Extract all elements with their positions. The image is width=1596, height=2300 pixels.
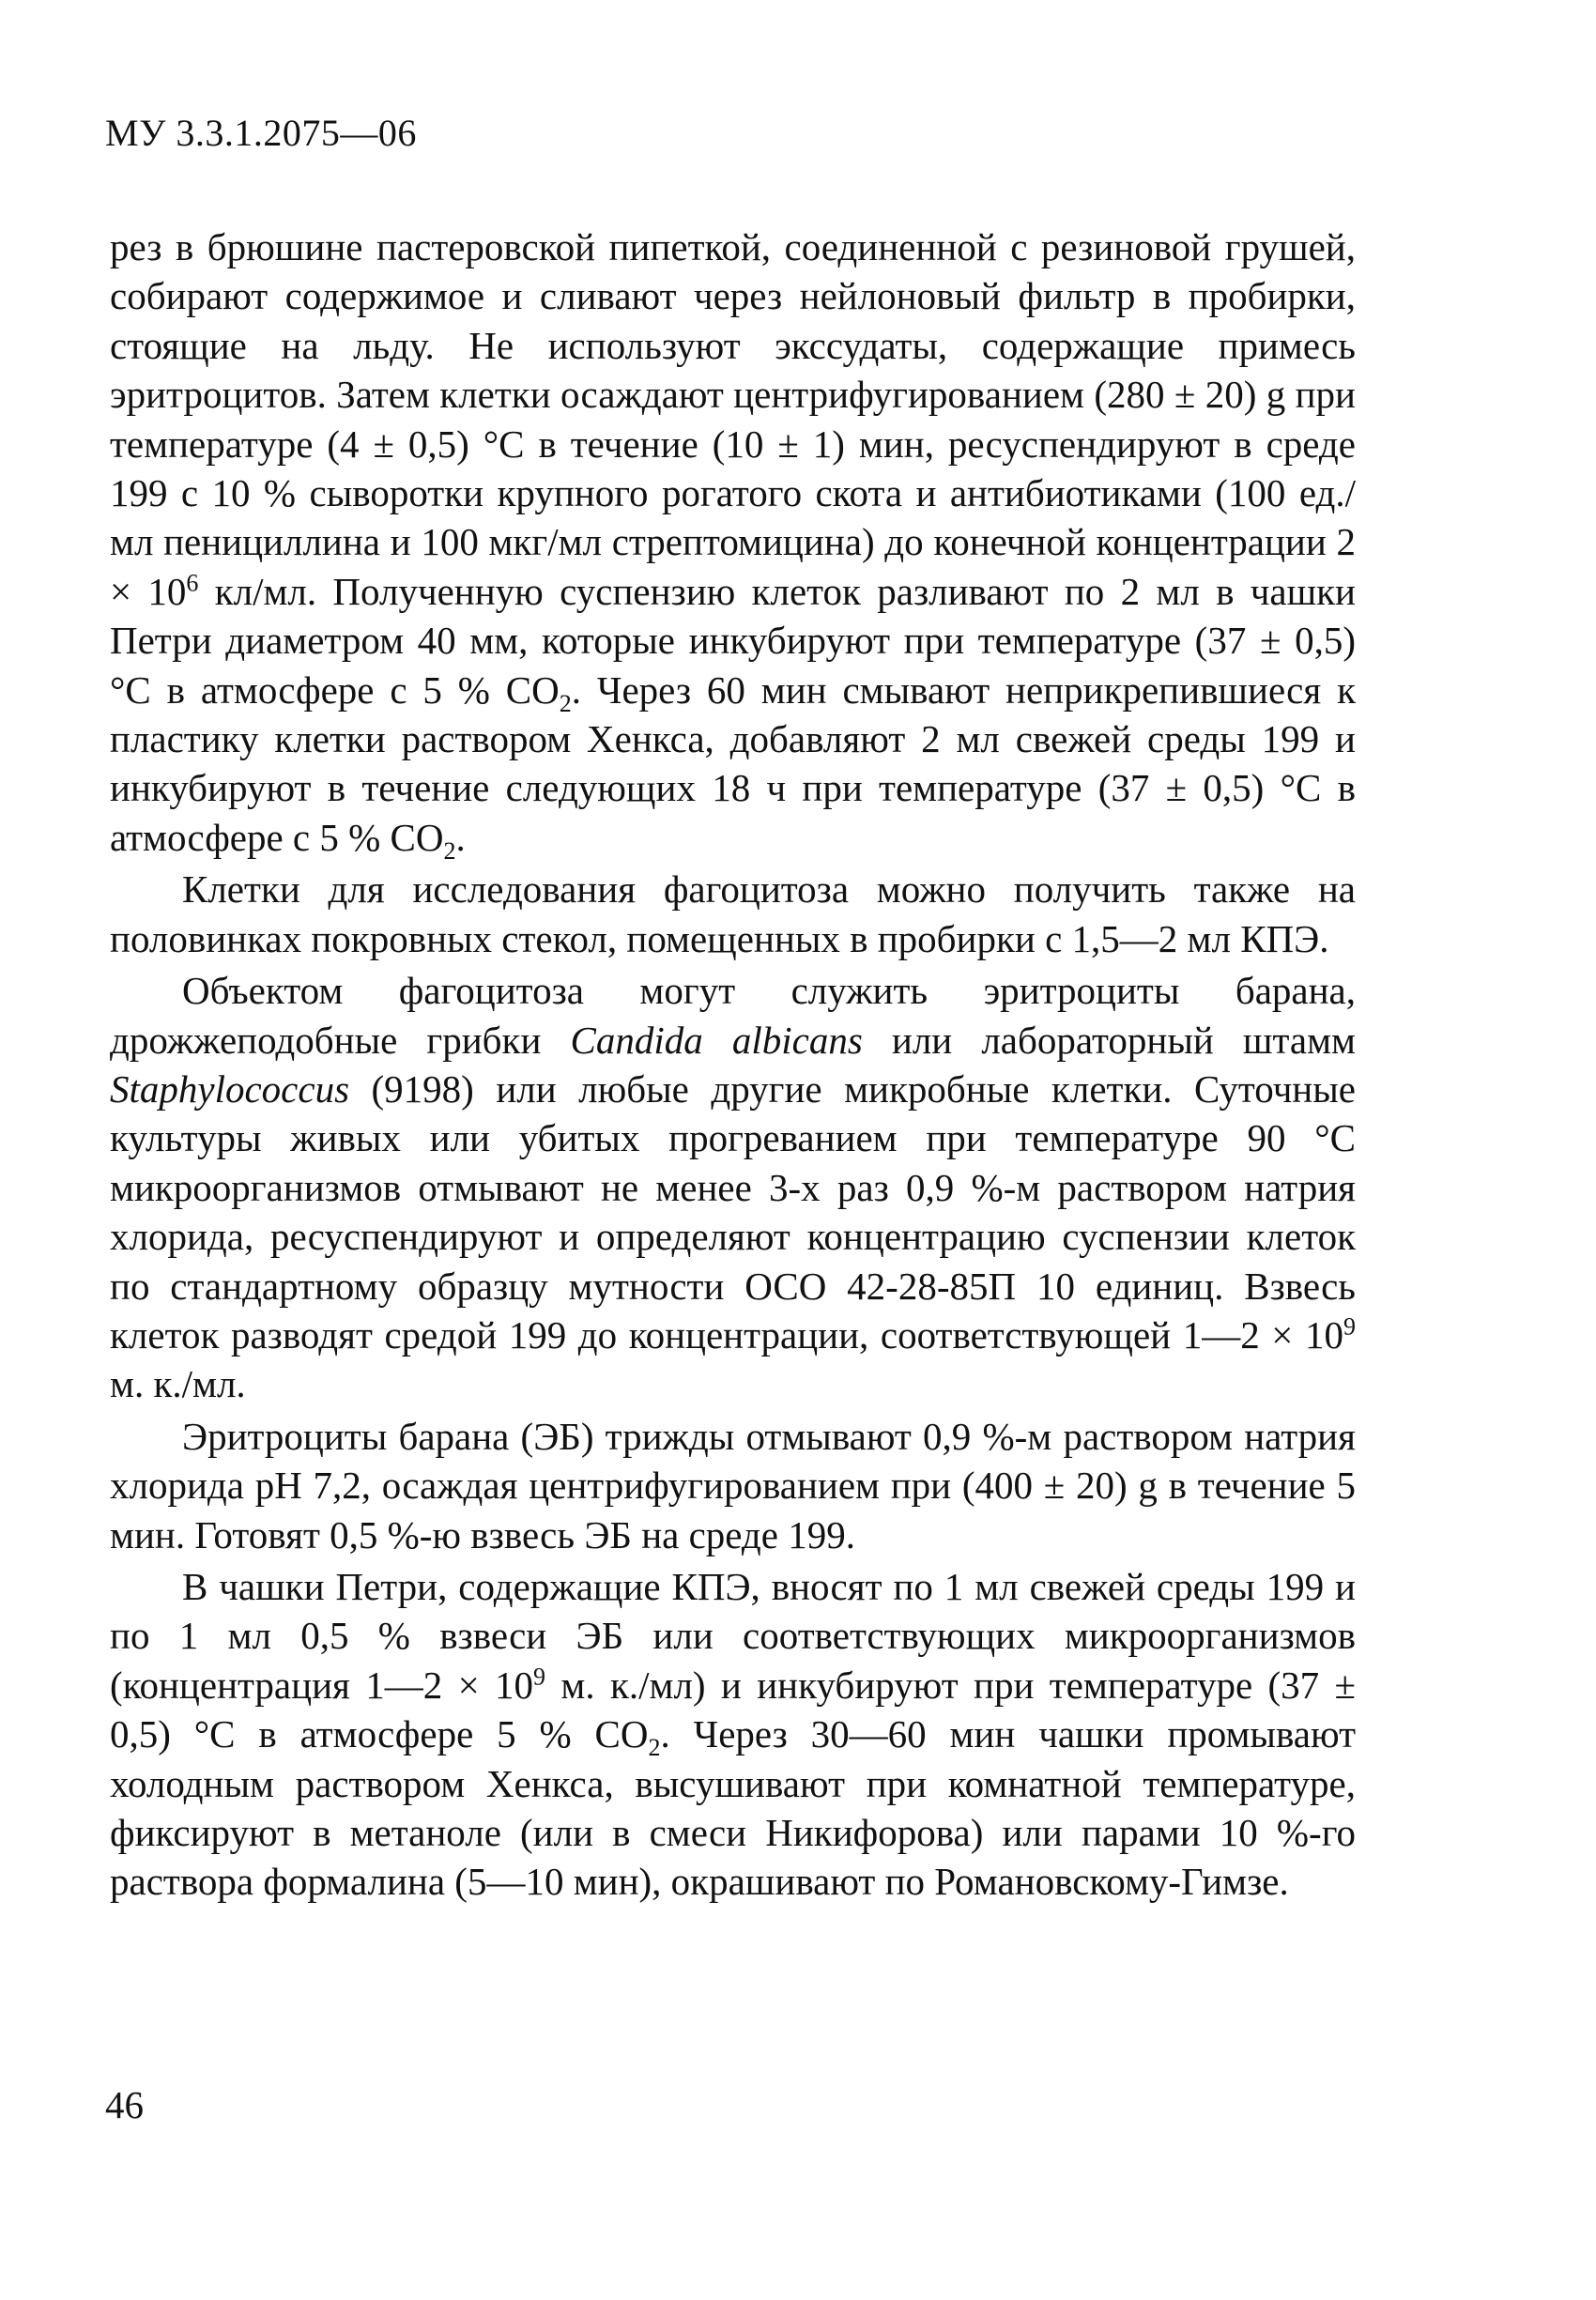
text-run: или лабораторный штамм bbox=[862, 1018, 1356, 1062]
body-text bbox=[110, 222, 1356, 1909]
paragraph bbox=[110, 1562, 1356, 1907]
document-header: МУ 3.3.1.2075—06 bbox=[105, 112, 417, 154]
text-run: В чашки Петри, содержащие КПЭ, вносят по 1 мл свежей среды 199 и по 1 мл 0,5 % взвеси ЭБ или соответствующих микроорганизмов (концентрация 1—2 × 10 bbox=[110, 1564, 1356, 1707]
text-run: м. к./мл. bbox=[110, 1362, 246, 1406]
paragraph bbox=[110, 865, 1356, 963]
paragraph bbox=[110, 222, 1356, 866]
subscript-text: 2 bbox=[559, 689, 572, 717]
superscript-text: 9 bbox=[1343, 1312, 1356, 1341]
italic-text: Candida albicans bbox=[570, 1018, 863, 1062]
page-number: 46 bbox=[105, 2083, 144, 2126]
text-run: Эритроциты барана (ЭБ) трижды отмывают 0,9 %-м раствором натрия хлорида рН 7,2, осаждая центрифугированием при (400 ± 20) g в течение 5 мин. Готовят 0,5 %-ю взвесь ЭБ на среде 199. bbox=[110, 1414, 1356, 1556]
text-run: Объектом фагоцитоза могут служить эритроциты барана, дрожжеподобные грибки bbox=[110, 969, 1356, 1062]
subscript-text: 2 bbox=[648, 1734, 661, 1762]
paragraph bbox=[110, 1412, 1356, 1559]
subscript-text: 2 bbox=[443, 837, 456, 866]
text-run: м. к./мл) и инкубируют при температуре (37 ± 0,5) °С в атмосфере 5 % СО bbox=[110, 1663, 1356, 1756]
superscript-text: 9 bbox=[533, 1663, 546, 1691]
italic-text: Staphylococcus bbox=[110, 1066, 350, 1111]
superscript-text: 6 bbox=[186, 569, 199, 597]
text-run: (9198) или любые другие микробные клетки. Суточные культуры живых или убитых прогреванием при температуре 90 °С микроорганизмов отмывают не менее 3-х раз 0,9 %-м раствором натрия хлорида, ресуспендируют и определяют концентрацию суспензии клеток по стандартному образцу мутности ОСО 42-28-85П 10 единиц. Взвесь клеток разводят средой 199 до концентрации, соответствующей 1—2 × 10 bbox=[110, 1066, 1356, 1357]
text-run: . bbox=[455, 815, 466, 859]
text-run: Клетки для исследования фагоцитоза можно получить также на половинках покровных стекол, помещенных в пробирки с 1,5—2 мл КПЭ. bbox=[110, 867, 1356, 960]
paragraph bbox=[110, 966, 1356, 1409]
text-run: рез в брюшине пастеровской пипеткой, соединенной с резиновой грушей, собирают содержимое и сливают через нейлоновый фильтр в пробирки, стоящие на льду. Не используют экссудаты, содержащие примесь эритроцитов. Затем клетки осаждают центрифугированием (280 ± 20) g при температуре (4 ± 0,5) °С в течение (10 ± 1) мин, ресуспендируют в среде 199 с 10 % сыворотки крупного рогатого скота и антибиотиками (100 ед./мл пенициллина и 100 мкг/мл стрептомицина) до конечной концентрации 2 × 10 bbox=[110, 225, 1356, 613]
text-run: . Через 60 мин смывают неприкрепившиеся к пластику клетки раствором Хенкса, добавляют 2 мл свежей среды 199 и инкубируют в течение следующих 18 ч при температуре (37 ± 0,5) °С в атмосфере с 5 % СО bbox=[110, 667, 1356, 859]
text-run: кл/мл. Полученную суспензию клеток разливают по 2 мл в чашки Петри диаметром 40 мм, которые инкубируют при температуре (37 ± 0,5) °С в атмосфере с 5 % СО bbox=[110, 569, 1356, 712]
text-run: . Через 30—60 мин чашки промывают холодным раствором Хенкса, высушивают при комнатной температуре, фиксируют в метаноле (или в смеси Никифорова) или парами 10 %-го раствора формалина (5—10 мин), окрашивают по Романовскому-Гимзе. bbox=[110, 1712, 1356, 1904]
